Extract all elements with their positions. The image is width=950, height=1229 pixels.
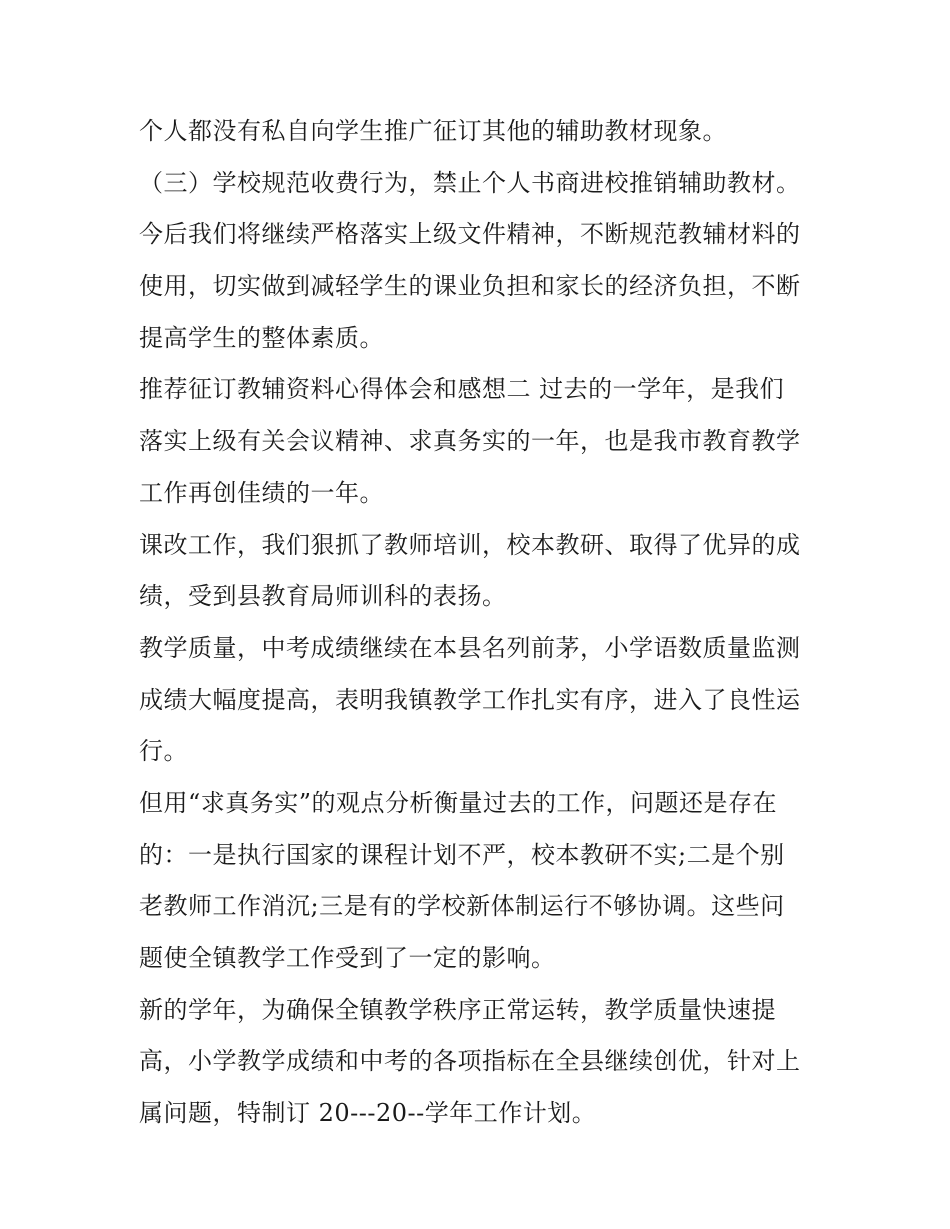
text-line: 行。 <box>139 737 188 766</box>
text-line: 工作再创佳绩的一年。 <box>139 478 384 507</box>
text-line: 使用，切实做到减轻学生的课业负担和家长的经济负担，不断 <box>139 272 801 301</box>
text-line: 但用“求真务实”的观点分析衡量过去的工作，问题还是存在 <box>139 788 778 817</box>
text-line: 成绩大幅度提高，表明我镇教学工作扎实有序，进入了良性运 <box>139 685 801 714</box>
text-line: （三）学校规范收费行为，禁止个人书商进校推销辅助教材。 <box>139 168 801 197</box>
text-line: 老教师工作消沉;三是有的学校新体制运行不够协调。这些问 <box>139 892 785 921</box>
text-line: 推荐征订教辅资料心得体会和感想二 过去的一学年，是我们 <box>139 375 785 404</box>
text-line: 落实上级有关会议精神、求真务实的一年，也是我市教育教学 <box>139 427 801 456</box>
text-line: 今后我们将继续严格落实上级文件精神，不断规范教辅材料的 <box>139 220 801 249</box>
text-line: 绩，受到县教育局师训科的表扬。 <box>139 582 507 611</box>
text-line: 题使全镇教学工作受到了一定的影响。 <box>139 944 556 972</box>
text-line: 新的学年，为确保全镇教学秩序正常运转，教学质量快速提 <box>139 995 776 1024</box>
text-line: 教学质量，中考成绩继续在本县名列前茅，小学语数质量监测 <box>139 633 801 662</box>
text-line: 提高学生的整体素质。 <box>139 323 384 352</box>
text-line: 高，小学教学成绩和中考的各项指标在全县继续创优，针对上 <box>139 1047 801 1076</box>
text-line: 属问题，特制订 20---20--学年工作计划。 <box>139 1099 597 1128</box>
text-line: 个人都没有私自向学生推广征订其他的辅助教材现象。 <box>139 117 727 145</box>
text-line: 课改工作，我们狠抓了教师培训，校本教研、取得了优异的成 <box>139 530 801 559</box>
document-body <box>139 106 819 1140</box>
text-line: 的：一是执行国家的课程计划不严，校本教研不实;二是个别 <box>139 840 785 869</box>
